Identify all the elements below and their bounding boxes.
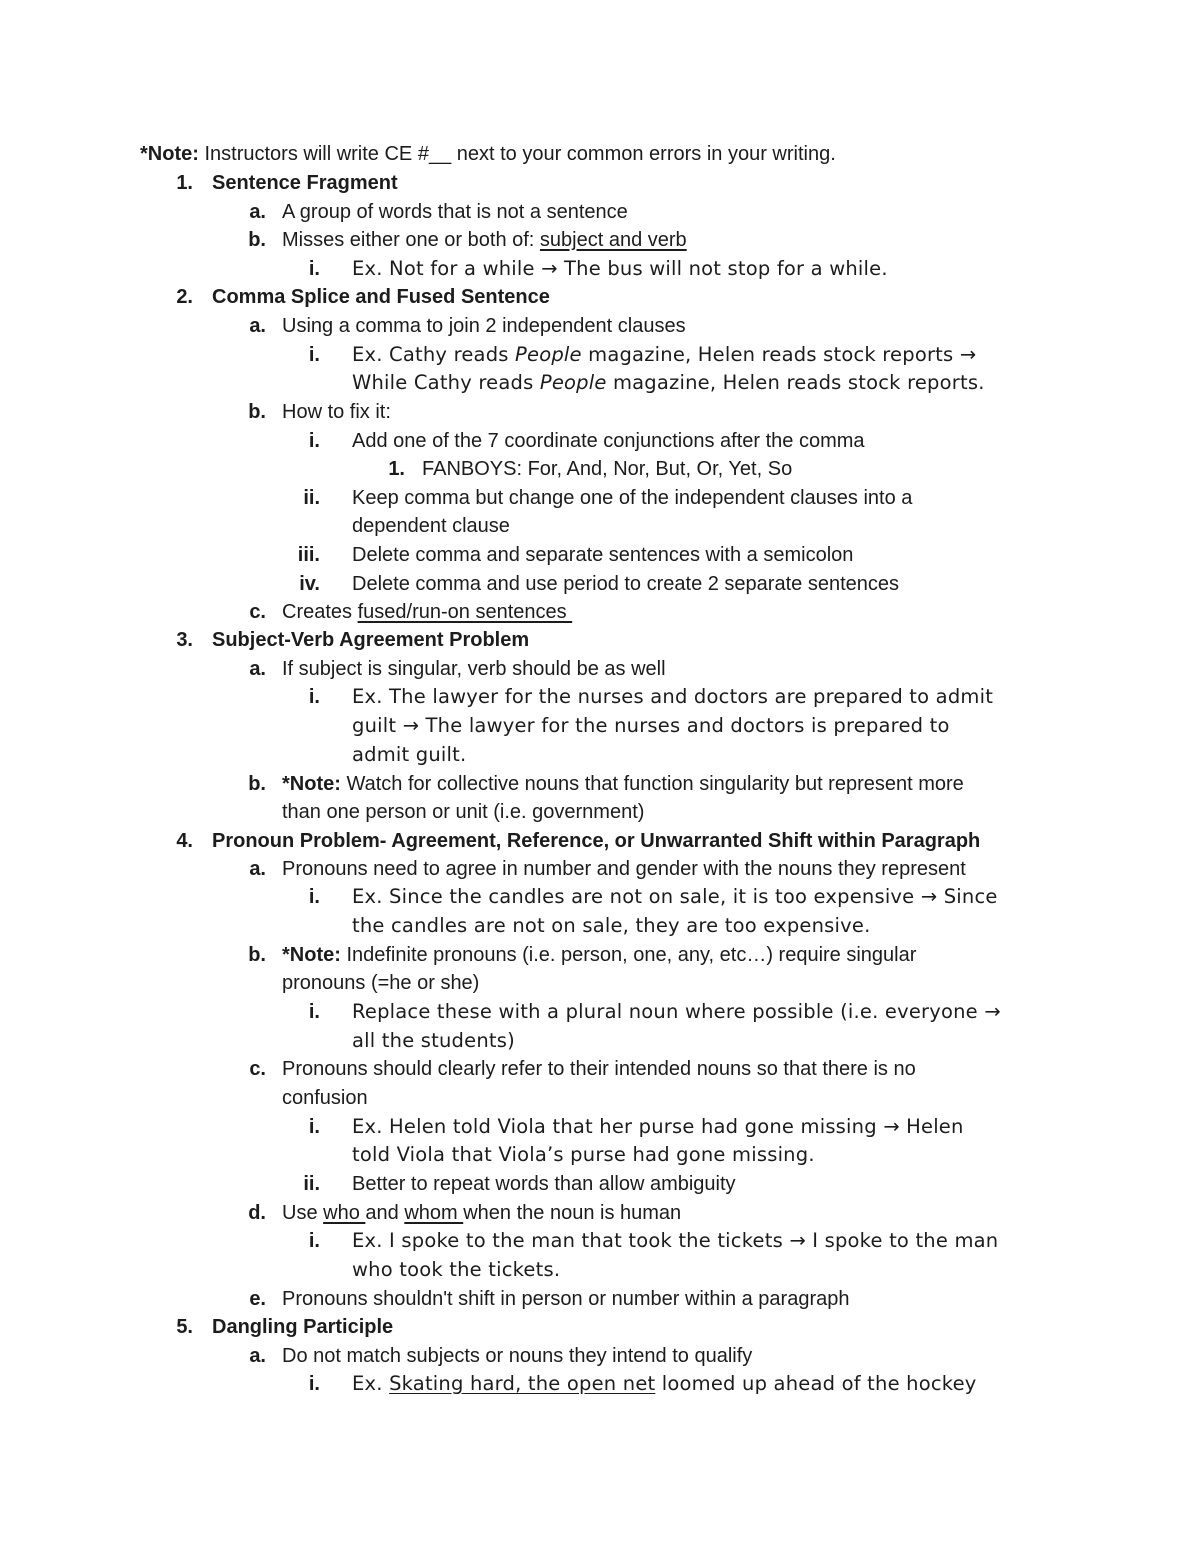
list-marker: a. [249, 315, 266, 337]
example-line: all the students) [352, 1029, 515, 1052]
list-marker: i. [308, 1373, 320, 1395]
list-item: Better to repeat words than allow ambiguity [352, 1173, 736, 1195]
list-item: FANBOYS: For, And, Nor, But, Or, Yet, So [422, 458, 793, 480]
list-marker: b. [248, 229, 266, 251]
list-item: Add one of the 7 coordinate conjunctions after the comma [352, 430, 865, 452]
list-item: A group of words that is not a sentence [282, 201, 628, 223]
list-item [282, 227, 687, 255]
list-marker: i. [308, 886, 320, 908]
text: magazine, Helen reads stock reports → [581, 343, 977, 366]
list-item [282, 1200, 681, 1228]
section-title-subject-verb: Subject-Verb Agreement Problem [212, 629, 530, 651]
section-title-comma-splice: Comma Splice and Fused Sentence [212, 286, 550, 308]
text: Ex. Cathy reads [352, 343, 516, 366]
example-line [352, 370, 985, 398]
underlined-text: fused/run-on sentences [357, 601, 573, 623]
underlined-text: whom [404, 1202, 464, 1224]
list-marker: i. [308, 1116, 320, 1138]
list-item-continued: confusion [282, 1087, 368, 1109]
section-title-sentence-fragment: Sentence Fragment [212, 172, 398, 194]
example-line: guilt → The lawyer for the nurses and doctors is prepared to [352, 714, 950, 737]
underlined-text: Skating hard, the open net [389, 1372, 656, 1395]
example-line: who took the tickets. [352, 1258, 561, 1281]
list-marker: 5. [176, 1316, 193, 1338]
example-line: Ex. Since the candles are not on sale, it is too expensive → Since [352, 885, 998, 908]
italic-text: People [539, 371, 607, 394]
list-item [282, 942, 916, 970]
list-marker: a. [249, 858, 266, 880]
list-marker: a. [249, 658, 266, 680]
list-marker: a. [249, 1345, 266, 1367]
list-marker: d. [248, 1202, 266, 1224]
list-marker: 4. [176, 830, 193, 852]
text: Use [282, 1202, 324, 1224]
list-item: Delete comma and use period to create 2 separate sentences [352, 573, 899, 595]
list-marker: b. [248, 944, 266, 966]
text: Creates [282, 601, 358, 623]
list-item-continued: dependent clause [352, 515, 510, 537]
list-item-continued: than one person or unit (i.e. government) [282, 801, 645, 823]
note-label: *Note: [140, 143, 199, 165]
list-marker: i. [308, 1230, 320, 1252]
list-item: Delete comma and separate sentences with a semicolon [352, 544, 854, 566]
list-item: Pronouns should clearly refer to their intended nouns so that there is no [282, 1058, 916, 1080]
list-item: Keep comma but change one of the independent clauses into a [352, 487, 913, 509]
text: when the noun is human [463, 1202, 682, 1224]
list-item: Pronouns need to agree in number and gender with the nouns they represent [282, 858, 966, 880]
example-line: Ex. I spoke to the man that took the tickets → I spoke to the man [352, 1229, 999, 1252]
list-marker: b. [248, 401, 266, 423]
italic-text: People [515, 343, 582, 366]
list-marker: 2. [176, 286, 193, 308]
underlined-text: who [323, 1202, 366, 1224]
list-item: If subject is singular, verb should be as well [282, 658, 666, 680]
list-marker: i. [308, 686, 320, 708]
list-item: Using a comma to join 2 independent clauses [282, 315, 686, 337]
list-marker: iv. [299, 573, 320, 595]
list-marker: e. [249, 1288, 266, 1310]
example-line: Ex. The lawyer for the nurses and doctors are prepared to admit [352, 685, 994, 708]
list-marker: 1. [176, 172, 193, 194]
list-marker: i. [308, 258, 320, 280]
example-line: Ex. Helen told Viola that her purse had gone missing → Helen [352, 1115, 964, 1138]
note-label: *Note: [282, 773, 341, 795]
text: and [365, 1202, 405, 1224]
section-title-dangling-participle: Dangling Participle [212, 1316, 394, 1338]
list-marker: ii. [303, 1173, 320, 1195]
note-label: *Note: [282, 944, 341, 966]
text: Watch for collective nouns that function singularity but represent more [340, 773, 964, 795]
text: While Cathy reads [352, 371, 540, 394]
list-marker: iii. [297, 544, 320, 566]
list-marker: c. [249, 1058, 266, 1080]
text: Ex. [352, 1372, 390, 1395]
list-item [282, 771, 964, 799]
text: Indefinite pronouns (i.e. person, one, any, etc…) require singular [340, 944, 917, 966]
list-marker: i. [308, 430, 320, 452]
text: magazine, Helen reads stock reports. [606, 371, 985, 394]
list-marker: i. [308, 344, 320, 366]
list-marker: b. [248, 773, 266, 795]
section-title-pronoun-problem: Pronoun Problem- Agreement, Reference, or Unwarranted Shift within Paragraph [212, 830, 981, 852]
list-marker: 3. [176, 629, 193, 651]
list-marker: 1. [388, 458, 405, 480]
intro-note [140, 141, 836, 169]
text: Misses either one or both of: [282, 229, 540, 251]
underlined-text: subject and verb [539, 229, 687, 251]
list-item: Pronouns shouldn't shift in person or number within a paragraph [282, 1288, 850, 1310]
example-line: the candles are not on sale, they are too expensive. [352, 914, 871, 937]
example-line: admit guilt. [352, 743, 467, 766]
list-item: How to fix it: [282, 401, 391, 423]
list-item-continued: pronouns (=he or she) [282, 972, 480, 994]
example-line: Replace these with a plural noun where possible (i.e. everyone → [352, 1000, 1001, 1023]
list-marker: i. [308, 1001, 320, 1023]
example-line: told Viola that Viola’s purse had gone missing. [352, 1143, 815, 1166]
example-line [352, 1371, 977, 1399]
list-marker: c. [249, 601, 266, 623]
list-item: Do not match subjects or nouns they intend to qualify [282, 1345, 753, 1367]
example-line: Ex. Not for a while → The bus will not stop for a while. [352, 257, 888, 280]
note-text: Instructors will write CE #__ next to your common errors in your writing. [204, 143, 836, 165]
list-marker: a. [249, 201, 266, 223]
example-line [352, 342, 976, 370]
text: loomed up ahead of the hockey [655, 1372, 977, 1395]
list-item [282, 599, 572, 627]
list-marker: ii. [303, 487, 320, 509]
